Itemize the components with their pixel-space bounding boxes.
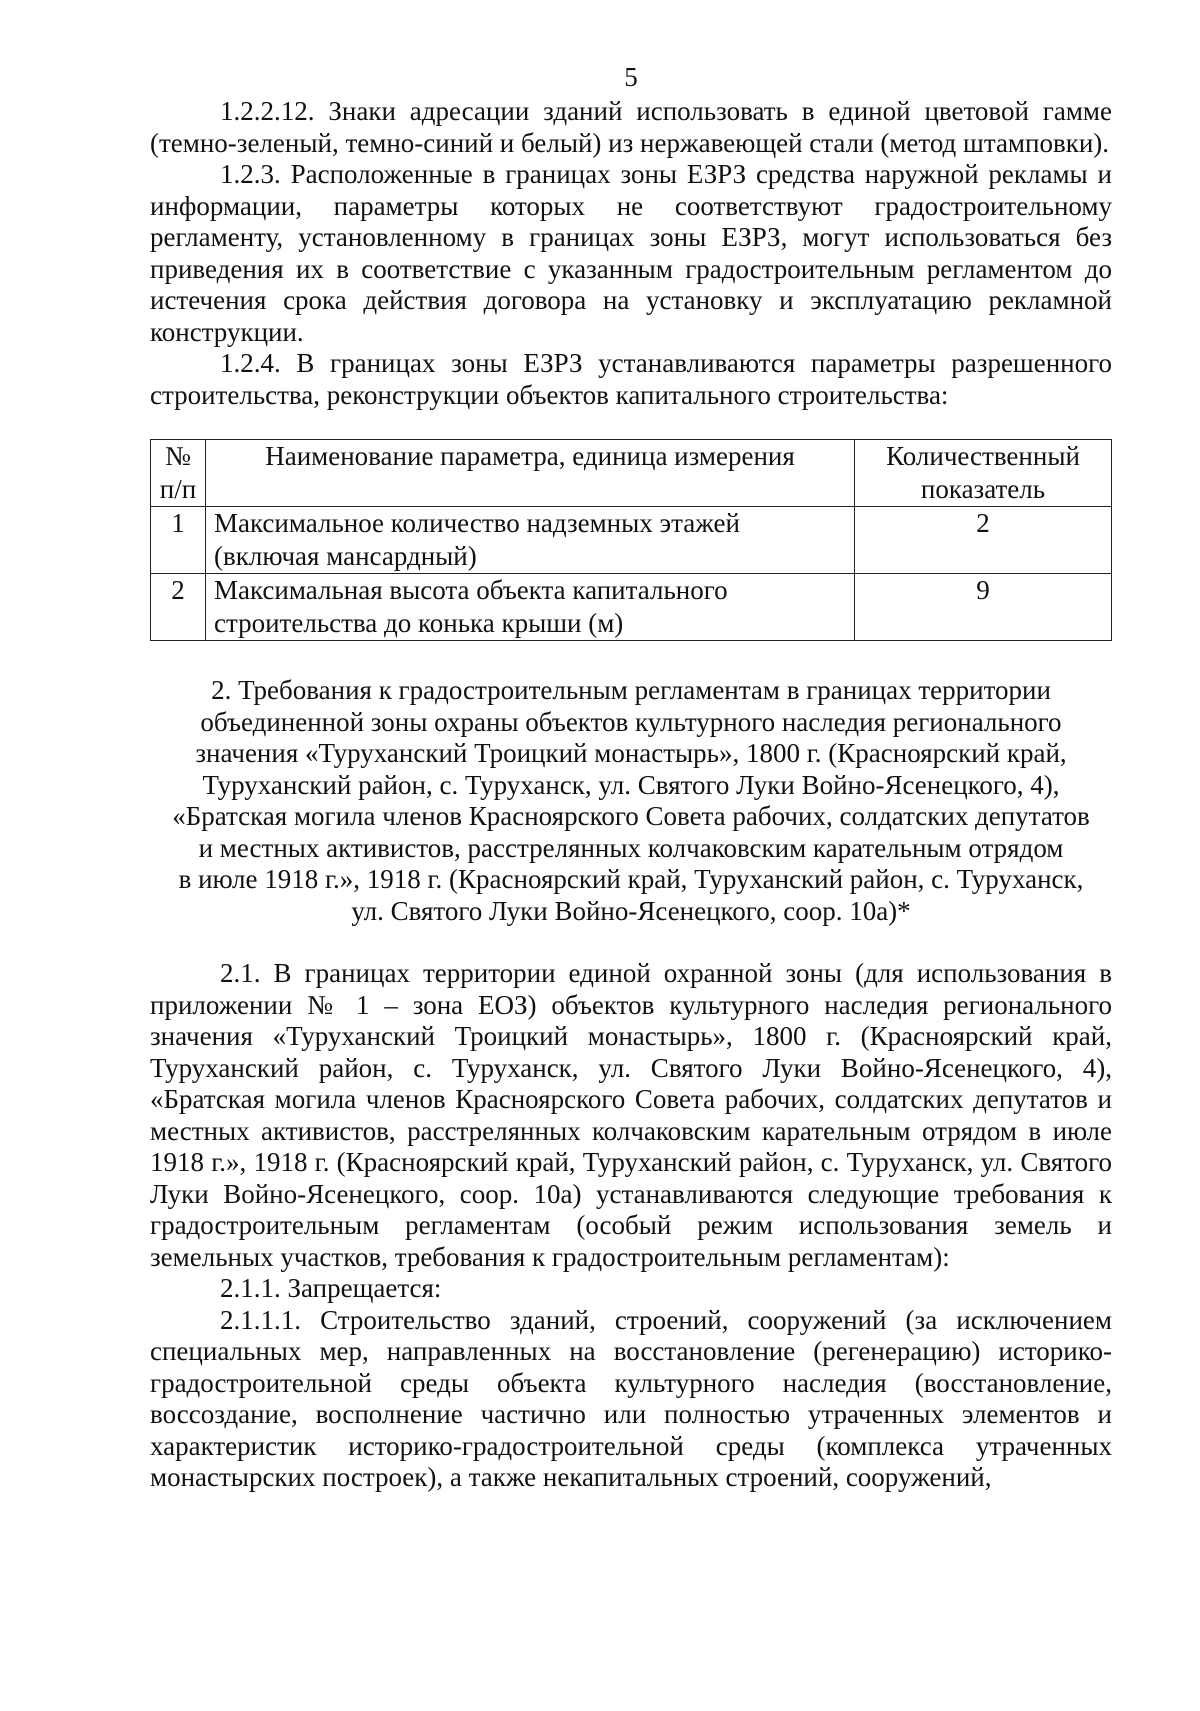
- heading-line: ул. Святого Луки Войно-Ясенецкого, соор. 10а)*: [351, 895, 911, 926]
- paragraph-2-1: 2.1. В границах территории единой охранной зоны (для использования в приложении № 1 – зона ЕОЗ) объектов культурного наследия регионального значения «Туруханский Троицкий монастырь», 1800 г. (Красноярский край, Туруханский район, с. Туруханск, ул. Святого Луки Войно-Ясенецкого, 4), «Братская могила членов Красноярского Совета рабочих, солдатских депутатов и местных активистов, расстрелянных колчаковским карательным отрядом в июле 1918 г.», 1918 г. (Красноярский край, Туруханский район, с. Туруханск, ул. Святого Луки Войно-Ясенецкого, соор. 10а) устанавливаются следующие требования к градостроительным регламентам (особый режим использования земель и земельных участков, требования к градостроительным регламентам):: [150, 958, 1112, 1272]
- row-parameter-name: Максимальное количество надземных этажей (включая мансардный): [206, 507, 855, 574]
- section-2-heading: [150, 675, 1112, 927]
- heading-line: Туруханский район, с. Туруханск, ул. Святого Луки Войно-Ясенецкого, 4),: [202, 769, 1060, 800]
- row-number: 2: [151, 574, 206, 641]
- heading-line: в июле 1918 г.», 1918 г. (Красноярский край, Туруханский район, с. Туруханск,: [178, 864, 1084, 894]
- table-header-row: [151, 440, 1112, 507]
- page-number: 5: [624, 62, 638, 92]
- heading-line: значения «Туруханский Троицкий монастырь», 1800 г. (Красноярский край,: [195, 738, 1067, 768]
- row-number: 1: [151, 507, 206, 574]
- header-quantity: Количественный показатель: [855, 440, 1112, 507]
- parameters-table: [150, 439, 1112, 641]
- paragraph-2-1-1: 2.1.1. Запрещается:: [220, 1273, 442, 1303]
- heading-line: объединенной зоны охраны объектов культурного наследия регионального: [200, 706, 1062, 737]
- table-row: [151, 507, 1112, 574]
- paragraph-1-2-2-12: 1.2.2.12. Знаки адресации зданий использовать в единой цветовой гамме (темно-зеленый, темно-синий и белый) из нержавеющей стали (метод штамповки).: [150, 96, 1112, 158]
- header-number: № п/п: [151, 440, 206, 507]
- row-parameter-name: Максимальная высота объекта капитального строительства до конька крыши (м): [206, 574, 855, 641]
- heading-line: и местных активистов, расстрелянных колчаковским карательным отрядом: [198, 832, 1064, 863]
- row-value: 2: [855, 507, 1112, 574]
- paragraph-1-2-3: 1.2.3. Расположенные в границах зоны ЕЗРЗ средства наружной рекламы и информации, параметры которых не соответствуют градостроительному регламенту, установленному в границах зоны ЕЗРЗ, могут использоваться без приведения их в соответствие с указанным градостроительным регламентом до истечения срока действия договора на установку и эксплуатацию рекламной конструкции.: [150, 159, 1112, 347]
- heading-line: 2. Требования к градостроительным регламентам в границах территории: [211, 675, 1051, 705]
- header-parameter-name: Наименование параметра, единица измерения: [206, 440, 855, 507]
- document-page: [150, 62, 1112, 1494]
- table-row: [151, 574, 1112, 641]
- paragraph-1-2-4: 1.2.4. В границах зоны ЕЗРЗ устанавливаются параметры разрешенного строительства, реконструкции объектов капитального строительства:: [150, 348, 1112, 410]
- paragraph-2-1-1-1: 2.1.1.1. Строительство зданий, строений, сооружений (за исключением специальных мер, направленных на восстановление (регенерацию) историко-градостроительной среды объекта культурного наследия (восстановление, воссоздание, восполнение частично или полностью утраченных элементов и характеристик историко-градостроительной среды (комплекса утраченных монастырских построек), а также некапитальных строений, сооружений,: [150, 1304, 1112, 1492]
- row-value: 9: [855, 574, 1112, 641]
- heading-line: «Братская могила членов Красноярского Совета рабочих, солдатских депутатов: [172, 801, 1090, 831]
